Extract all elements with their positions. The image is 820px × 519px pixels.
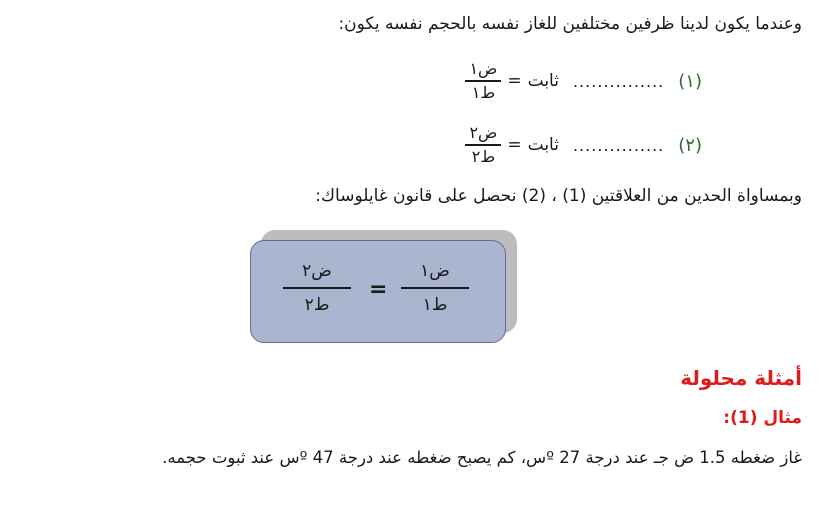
fraction-bar <box>401 287 469 289</box>
equation-2 <box>465 120 702 170</box>
gay-lussac-law-box <box>250 240 506 343</box>
solved-examples-heading: أمثلة محلولة <box>680 366 802 390</box>
fraction-bar <box>283 287 351 289</box>
equation-number: (١) <box>678 70 702 92</box>
law-right-numerator: ض١ <box>420 261 450 281</box>
law-right-denominator: ط١ <box>422 294 448 315</box>
law-fraction-right <box>401 261 469 315</box>
constant-label: ثابت <box>527 135 559 155</box>
equation-number: (٢) <box>678 134 702 156</box>
dot-leader: ............... <box>572 71 665 91</box>
equals-sign: = <box>507 71 522 91</box>
equals-sign: = <box>507 135 522 155</box>
numerator: ض١ <box>469 59 498 79</box>
dot-leader: ............... <box>572 135 665 155</box>
example-text: غاز ضغطه 1.5 ض جـ عند درجة 27 ºس، كم يصبح ضغطه عند درجة 47 ºس عند ثبوت حجمه. <box>162 448 802 467</box>
law-left-numerator: ض٢ <box>302 261 332 281</box>
intro-text: وعندما يكون لدينا ظرفين مختلفين للغاز نفسه بالحجم نفسه يكون: <box>338 14 802 34</box>
denominator: ط١ <box>471 82 496 102</box>
law-fraction-left <box>283 261 351 315</box>
fraction-p1-t1 <box>465 61 501 101</box>
law-equals-sign: = <box>369 277 388 302</box>
equation-1 <box>465 56 702 106</box>
derivation-text: وبمساواة الحدين من العلاقتين (1) ، (2) نحصل على قانون غايلوساك: <box>315 186 802 206</box>
denominator: ط٢ <box>471 146 496 166</box>
numerator: ض٢ <box>469 123 498 143</box>
law-left-denominator: ط٢ <box>304 294 330 315</box>
example-label: مثال (1): <box>723 408 802 428</box>
fraction-p2-t2 <box>465 125 501 165</box>
constant-label: ثابت <box>527 71 559 91</box>
